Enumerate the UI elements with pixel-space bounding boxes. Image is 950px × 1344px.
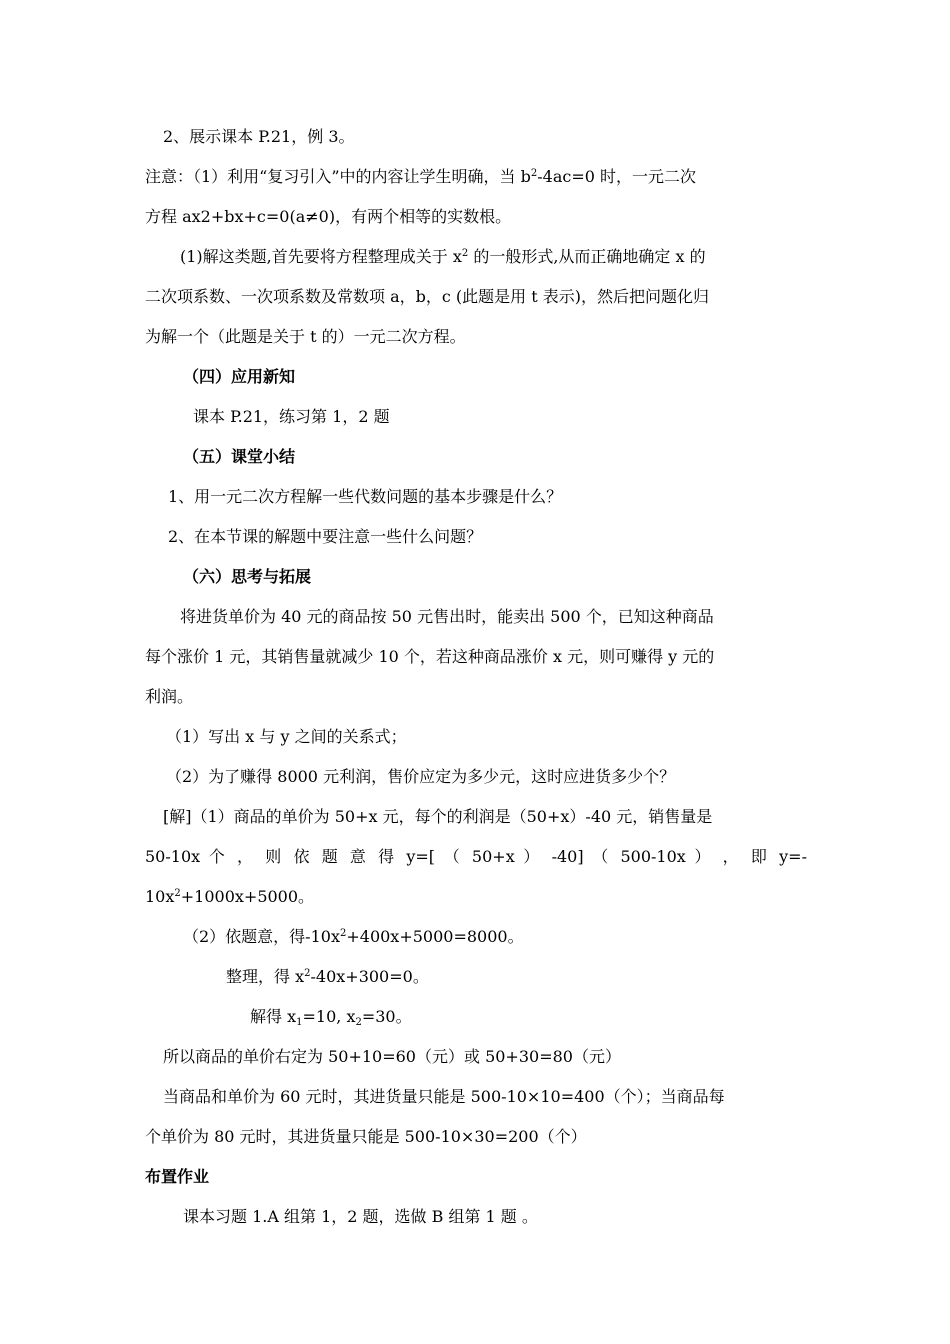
paragraph-solution-1: [解]（1）商品的单价为 50+x 元，每个的利润是（50+x）-40 元，销售量是 [163,807,713,826]
paragraph-summary-2: 2、在本节课的解题中要注意一些什么问题？ [168,527,483,546]
paragraph-problem-3: 利润。 [145,687,194,706]
paragraph-solution-3: $10x^2+1000x+5000$。 [145,887,315,906]
paragraph-method-2: 二次项系数、一次项系数及常数项 a，b，c (此题是用 t 表示)，然后把问题化归 [145,287,710,306]
paragraph-conclusion-2: 当商品和单价为 60 元时，其进货量只能是 500-10×10=400（个）；当商品每 [163,1087,725,1106]
paragraph-question-1: （1）写出 x 与 y 之间的关系式； [166,727,407,746]
paragraph-note-1: 注意：（1）利用“复习引入”中的内容让学生明确，当 $b^2-4ac=0$ 时，一元二次 [145,167,697,186]
paragraph-summary-1: 1、用一元二次方程解一些代数问题的基本步骤是什么？ [168,487,563,506]
heading-summary: （五）课堂小结 [183,447,296,466]
paragraph-problem-1: 将进货单价为 40 元的商品按 50 元售出时，能卖出 500 个，已知这种商品 [180,607,714,626]
paragraph-conclusion-3: 个单价为 80 元时，其进货量只能是 500-10×30=200（个） [145,1127,587,1146]
paragraph-note-2: 方程 ax2+bx+c=0(a≠0)，有两个相等的实数根。 [145,207,512,226]
paragraph-solution-2: 50-10x 个 ， 则 依 题 意 得 y=[ （ 50+x ） -40] （ 500-10x ） ， 即 y=- [145,847,807,866]
heading-extension: （六）思考与拓展 [183,567,312,586]
paragraph-method-3: 为解一个（此题是关于 t 的）一元二次方程。 [145,327,466,346]
paragraph-solution-5: 整理，得 $x^2-40x+300=0$。 [226,967,429,986]
paragraph-solution-6: 解得 $x_1=10$, $x_2=30$。 [250,1007,412,1028]
paragraph-question-2: （2）为了赚得 8000 元利润，售价应定为多少元，这时应进货多少个？ [166,767,676,786]
paragraph-homework: 课本习题 1.A 组第 1，2 题，选做 B 组第 1 题 。 [183,1207,538,1226]
paragraph-problem-2: 每个涨价 1 元，其销售量就减少 10 个，若这种商品涨价 x 元，则可赚得 y 元的 [145,647,715,666]
paragraph-method-1: (1)解这类题,首先要将方程整理成关于 $x^2$ 的一般形式,从而正确地确定 x 的 [180,247,706,266]
paragraph-exercise: 课本 P.21，练习第 1，2 题 [193,407,390,426]
paragraph-solution-4: （2）依题意，得$-10x^2+400x+5000=8000$。 [183,927,524,946]
heading-homework: 布置作业 [145,1167,210,1186]
heading-apply-knowledge: （四）应用新知 [183,367,296,386]
paragraph-example-3: 2、展示课本 P.21，例 3。 [163,127,355,146]
paragraph-conclusion-1: 所以商品的单价右定为 50+10=60（元）或 50+30=80（元） [163,1047,621,1066]
